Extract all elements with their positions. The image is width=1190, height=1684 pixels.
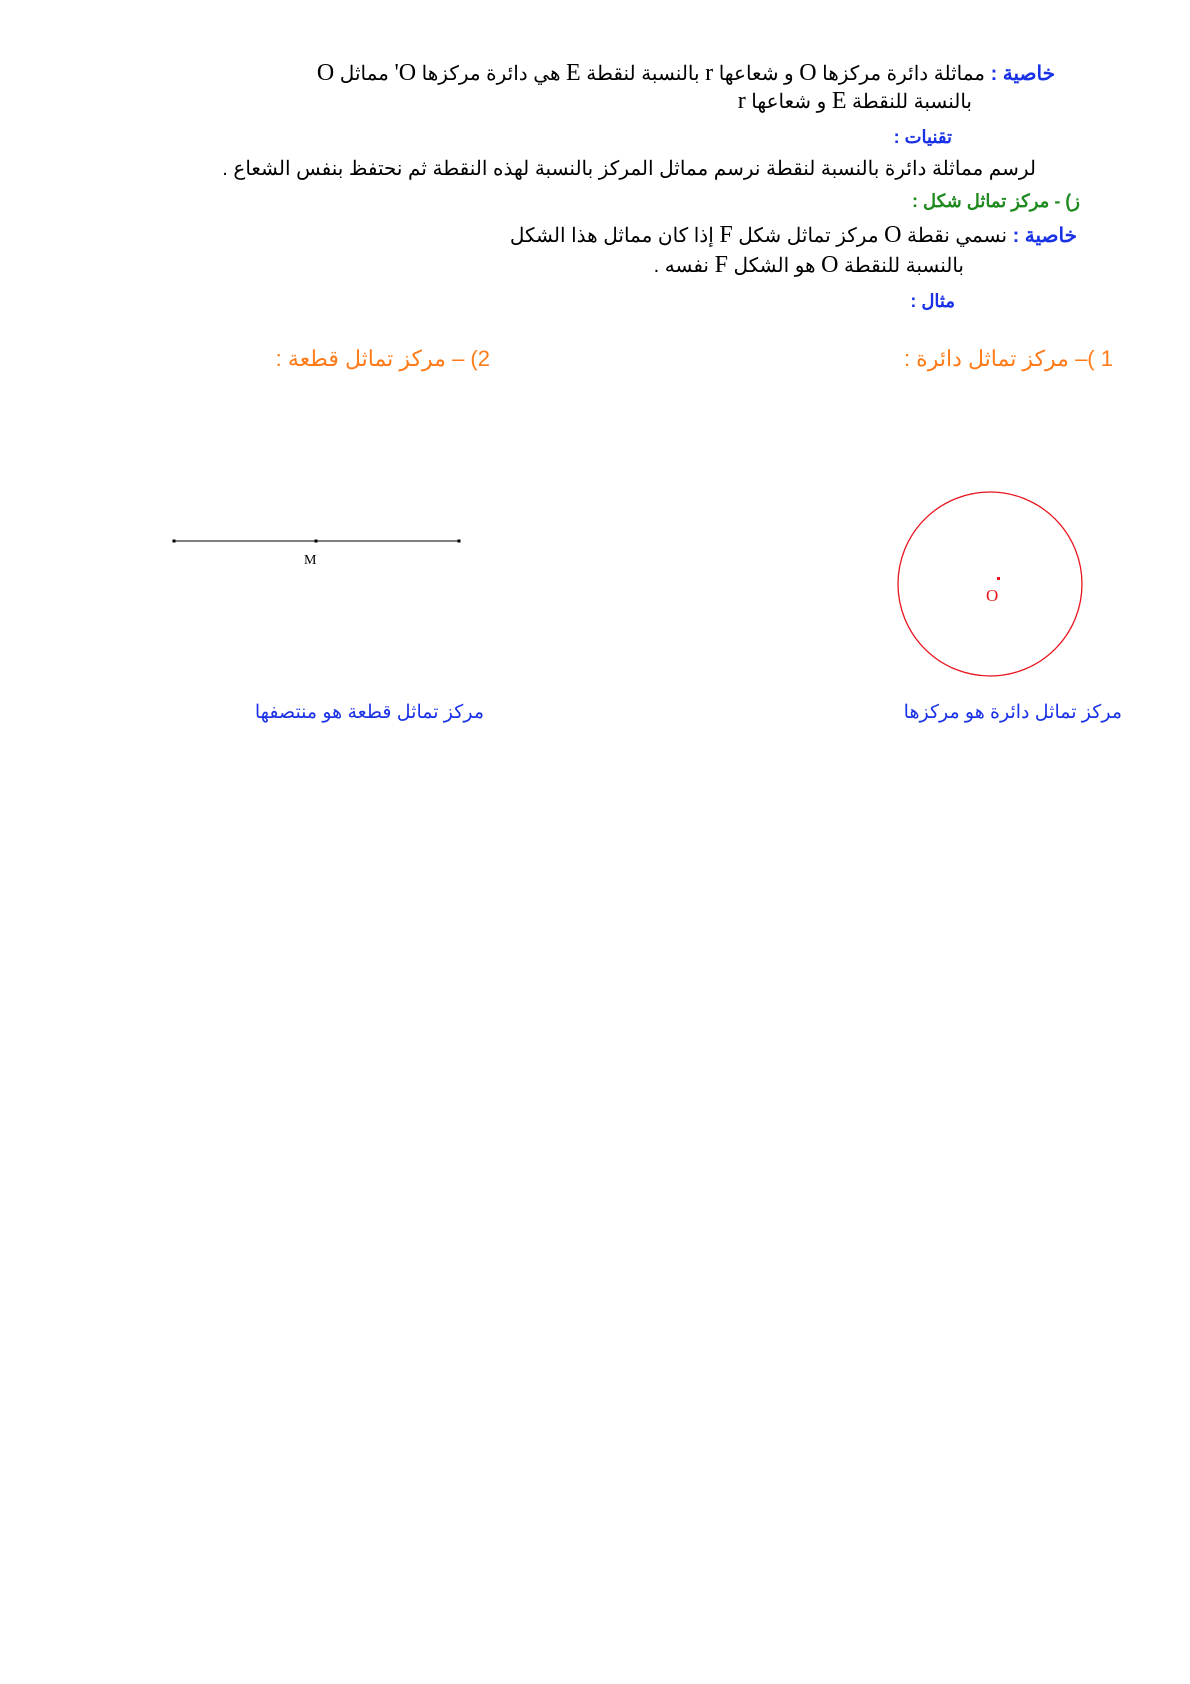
- circle-figure: [898, 492, 1082, 676]
- property2-line2: بالنسبة للنقطة O هو الشكل F نفسه .: [653, 252, 964, 278]
- segment-endpoint-left: [173, 540, 176, 543]
- techniques-text: لرسم مماثلة دائرة بالنسبة لنقطة نرسم مماثل المركز بالنسبة لهذه النقطة ثم نحتفظ بنفس الشعاع .: [222, 158, 1036, 180]
- example-label: مثال :: [910, 291, 955, 311]
- section-title: ز) - مركز تماثل شكل :: [912, 191, 1080, 211]
- property-label: خاصية :: [990, 63, 1055, 85]
- circle-heading: 1 )– مركز تماثل دائرة :: [903, 346, 1113, 371]
- segment-heading: 2) – مركز تماثل قطعة :: [275, 346, 490, 371]
- circle: [898, 492, 1082, 676]
- property2-line1: خاصية : نسمي نقطة O مركز تماثل شكل F إذا كان مماثل هذا الشكل: [509, 222, 1077, 248]
- segment-midpoint: [315, 540, 318, 543]
- property1-line1: خاصية : مماثلة دائرة مركزها O و شعاعها r بالنسبة لنقطة E هي دائرة مركزها O' مماثل O: [316, 60, 1055, 86]
- circle-caption: مركز تماثل دائرة هو مركزها: [903, 702, 1122, 723]
- circle-center-label: O: [986, 586, 999, 605]
- property-label: خاصية :: [1012, 225, 1077, 247]
- segment-caption: مركز تماثل قطعة هو منتصفها: [254, 702, 484, 723]
- circle-center-point: [997, 577, 1000, 580]
- segment-endpoint-right: [458, 540, 461, 543]
- segment-mid-label: M: [304, 553, 317, 568]
- segment-figure: [173, 540, 461, 569]
- techniques-label: تقنيات :: [893, 127, 952, 147]
- property1-line2: بالنسبة للنقطة E و شعاعها r: [737, 88, 972, 114]
